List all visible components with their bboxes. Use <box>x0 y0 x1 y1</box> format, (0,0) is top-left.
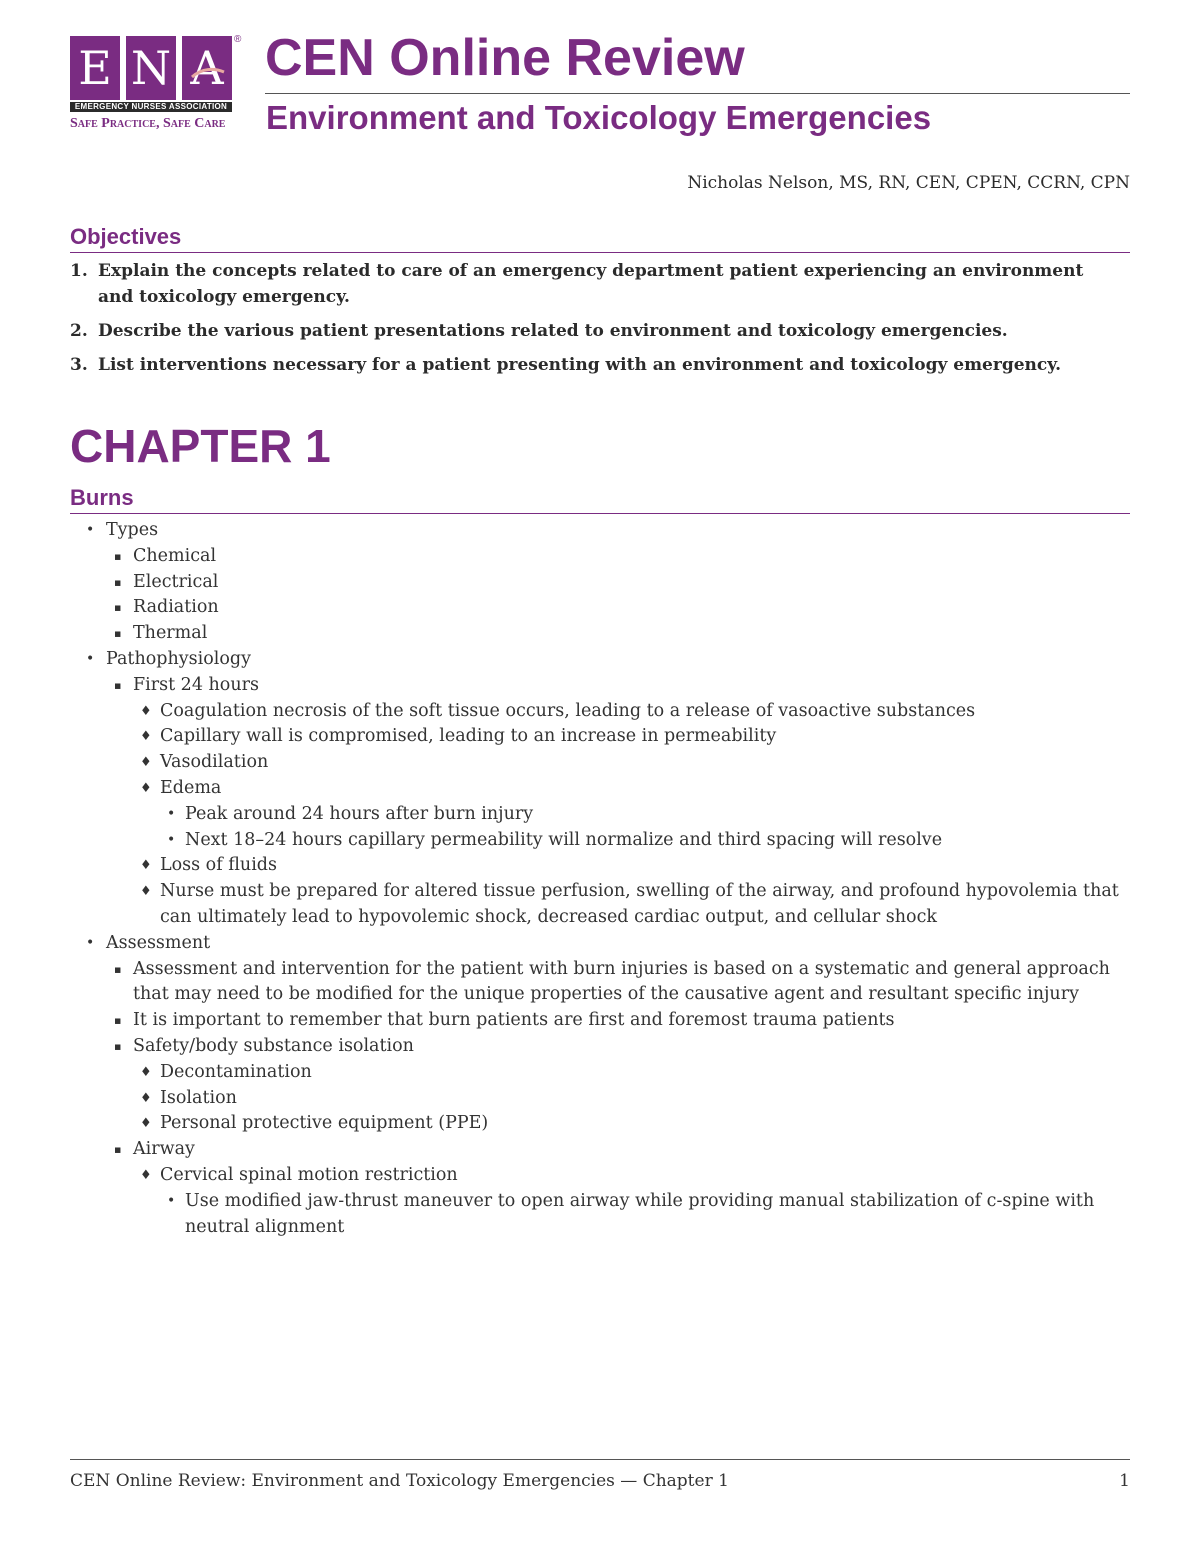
bullet-icon: ▪ <box>114 1039 122 1053</box>
outline-item-level-2 <box>84 1137 1134 1163</box>
logo-tagline: Safe Practice, Safe Care <box>70 116 226 131</box>
bullet-icon: ♦ <box>140 1064 152 1080</box>
bullet-icon: • <box>86 522 95 538</box>
bullet-icon: ♦ <box>140 884 152 900</box>
outline-text: Isolation <box>160 1087 237 1108</box>
author-line: Nicholas Nelson, MS, RN, CEN, CPEN, CCRN, CPN <box>687 173 1130 193</box>
outline-text: Nurse must be prepared for altered tissue perfusion, swelling of the airway, and profound hypovolemia that can ultimately lead to hypovolemic shock, decreased cardiac output, and cellular shock <box>160 881 1119 927</box>
outline-text: Types <box>106 520 159 540</box>
bullet-icon: • <box>167 1192 176 1209</box>
bullet-icon: ▪ <box>114 601 122 615</box>
objective-text: Explain the concepts related to care of an emergency department patient experiencing an environment and toxicology emergency. <box>98 261 1084 307</box>
bullet-icon: ♦ <box>140 1090 152 1106</box>
outline-item-level-2 <box>84 595 1134 621</box>
logo-association-bar: EMERGENCY NURSES ASSOCIATION <box>70 102 232 112</box>
outline-item-level-2 <box>84 673 1134 699</box>
title-divider <box>265 93 1130 94</box>
outline-item-level-1 <box>84 931 1134 957</box>
outline-item-level-3 <box>84 1163 1134 1189</box>
outline-text: Cervical spinal motion restriction <box>160 1164 458 1185</box>
outline-item-level-2 <box>84 1008 1134 1034</box>
bullet-icon: • <box>167 831 176 848</box>
objectives-rule <box>70 252 1130 253</box>
bullet-icon: ♦ <box>140 729 152 745</box>
page-number: 1 <box>1119 1471 1130 1491</box>
outline-text: Assessment <box>106 932 211 953</box>
objectives-heading: Objectives <box>70 224 182 249</box>
outline-text: First 24 hours <box>133 674 259 695</box>
logo-swoosh-icon <box>190 66 226 80</box>
objective-number: 3. <box>70 355 88 375</box>
outline-text: Coagulation necrosis of the soft tissue occurs, leading to a release of vasoactive substances <box>160 700 976 721</box>
outline-item-level-2 <box>84 1034 1134 1060</box>
logo-letter-e: E <box>78 41 112 95</box>
outline-item-level-2 <box>84 544 1134 570</box>
outline-text: Airway <box>133 1139 195 1160</box>
bullet-icon: ▪ <box>114 575 122 589</box>
outline-item-level-3 <box>84 853 1134 879</box>
objective-item <box>70 352 1090 378</box>
bullet-icon: ▪ <box>114 627 122 641</box>
outline-text: Loss of fluids <box>160 855 277 876</box>
bullet-icon: ♦ <box>140 1167 152 1183</box>
objective-item <box>70 318 1090 344</box>
page-subtitle: Environment and Toxicology Emergencies <box>266 99 932 136</box>
logo-letter-a: A <box>190 41 224 95</box>
outline-item-level-3 <box>84 724 1134 750</box>
chapter-heading: CHAPTER 1 <box>70 420 331 472</box>
objective-number: 1. <box>70 261 88 281</box>
outline-item-level-4 <box>84 802 1134 828</box>
outline-item-level-3 <box>84 699 1134 725</box>
bullet-icon: ▪ <box>114 962 122 976</box>
outline-item-level-3 <box>84 750 1134 776</box>
logo-box-a <box>182 36 232 100</box>
outline-text: Personal protective equipment (PPE) <box>160 1113 489 1134</box>
outline-item-level-2 <box>84 570 1134 596</box>
outline-item-level-3 <box>84 1086 1134 1112</box>
bullet-icon: ♦ <box>140 1116 152 1132</box>
outline-item-level-3 <box>84 1060 1134 1086</box>
outline-text: Thermal <box>133 623 208 644</box>
bullet-icon: ♦ <box>140 755 152 771</box>
burns-outline <box>84 518 1134 1240</box>
objective-item <box>70 258 1090 310</box>
outline-text: Radiation <box>133 597 219 618</box>
outline-item-level-4 <box>84 1189 1134 1241</box>
footer-rule <box>70 1459 1130 1460</box>
ena-logo <box>70 36 240 132</box>
bullet-icon: ▪ <box>114 549 122 563</box>
objective-text: Describe the various patient presentations related to environment and toxicology emergencies. <box>98 321 1008 341</box>
outline-text: Edema <box>160 777 222 798</box>
bullet-icon: ♦ <box>140 858 152 874</box>
outline-text: It is important to remember that burn patients are first and foremost trauma patients <box>133 1010 895 1031</box>
outline-item-level-1 <box>84 518 1134 544</box>
bullet-icon: • <box>86 934 95 951</box>
footer-text: CEN Online Review: Environment and Toxicology Emergencies — Chapter 1 <box>70 1471 729 1491</box>
logo-box-e <box>70 36 120 100</box>
burns-heading: Burns <box>70 485 134 510</box>
objective-number: 2. <box>70 321 88 341</box>
outline-text: Assessment and intervention for the patient with burn injuries is based on a systematic and general approach that may need to be modified for the unique properties of the causative agent and resultant specific injury <box>133 958 1110 1005</box>
outline-item-level-3 <box>84 776 1134 802</box>
outline-item-level-1 <box>84 647 1134 673</box>
outline-item-level-4 <box>84 828 1134 854</box>
bullet-icon: ▪ <box>114 678 122 692</box>
outline-text: Capillary wall is compromised, leading to an increase in permeability <box>160 726 777 747</box>
logo-box-n <box>126 36 176 100</box>
objectives-list <box>70 258 1090 386</box>
bullet-icon: ▪ <box>114 1143 122 1157</box>
objective-text: List interventions necessary for a patient presenting with an environment and toxicology emergency. <box>98 355 1062 375</box>
outline-text: Safety/body substance isolation <box>133 1035 414 1056</box>
bullet-icon: ▪ <box>114 1014 122 1028</box>
bullet-icon: • <box>167 805 176 822</box>
outline-item-level-2 <box>84 621 1134 647</box>
outline-text: Electrical <box>133 571 219 592</box>
logo-letter-n: N <box>130 41 172 95</box>
bullet-icon: ♦ <box>140 703 152 719</box>
outline-text: Vasodilation <box>160 752 269 773</box>
outline-item-level-2 <box>84 957 1134 1009</box>
logo-registered-mark: ® <box>234 34 242 45</box>
bullet-icon: ♦ <box>140 780 152 796</box>
outline-item-level-3 <box>84 879 1134 931</box>
burns-rule <box>70 513 1130 514</box>
outline-text: Chemical <box>133 545 217 566</box>
bullet-icon: • <box>86 650 95 667</box>
page-title: CEN Online Review <box>265 29 745 87</box>
outline-text: Next 18–24 hours capillary permeability will normalize and third spacing will resolve <box>185 829 943 850</box>
outline-text: Use modified jaw-thrust maneuver to open airway while providing manual stabilization of c-spine with neutral alignment <box>185 1190 1095 1237</box>
outline-text: Peak around 24 hours after burn injury <box>185 803 534 824</box>
outline-item-level-3 <box>84 1111 1134 1137</box>
outline-text: Pathophysiology <box>106 648 251 669</box>
outline-text: Decontamination <box>160 1061 312 1082</box>
